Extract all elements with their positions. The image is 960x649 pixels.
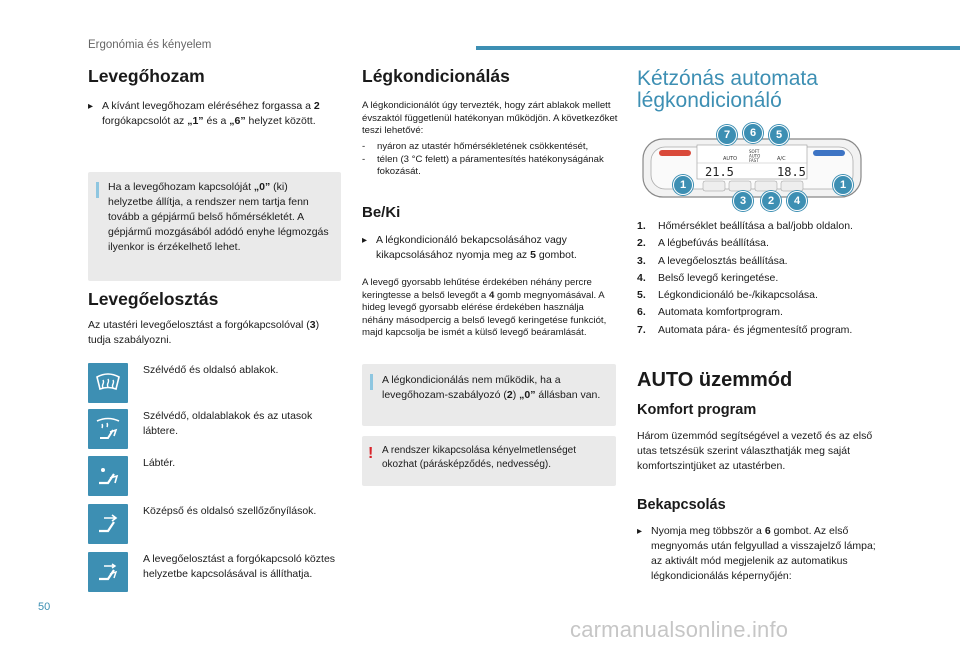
list-item: - nyáron az utastér hőmérsékletének csökkentését, <box>362 141 589 152</box>
onoff-body: A levegő gyorsabb lehűtése érdekében néhány percre keringtesse a belső levegőt a 4 gomb megnyomásával. A hideg levegő gyorsabb elérése érdekében használja néhány másodpercig a belső levegő keringetése funkciót, majd kapcsolja be ismét a külső levegő beáramlását. <box>362 277 607 339</box>
callout-badge: 4 <box>787 191 807 211</box>
callout-badge: 5 <box>769 125 789 145</box>
callout-badge: 7 <box>717 125 737 145</box>
ac-label: A/C <box>777 156 786 162</box>
list-item: - télen (3 °C felett) a páramentesítés hatékonyságának fokozását. <box>362 153 604 178</box>
watermark: carmanualsonline.info <box>570 617 789 642</box>
callout-badge: 2 <box>761 191 781 211</box>
comfort-title: Komfort program <box>637 402 757 418</box>
right-temp-readout: 18.5 <box>777 165 806 179</box>
callout-badge: 3 <box>733 191 753 211</box>
distribution-title: Levegőelosztás <box>88 289 219 309</box>
climate-control-panel <box>637 119 867 215</box>
onoff-step: ▸ A légkondicionáló bekapcsolásához vagy kikapcsolásához nyomja meg az 5 gombot. <box>362 234 577 261</box>
arrow-bullet-icon: ▸ <box>362 235 368 246</box>
ac-warning-note: ! A rendszer kikapcsolása kényelmetlenséget okozhat (párásképződés, nedvesség). <box>362 436 616 486</box>
list-item: 2. A légbefúvás beállítása. <box>637 237 769 250</box>
windscreen-demist-icon <box>88 363 128 403</box>
section-header: Ergonómia és kényelem <box>88 39 212 51</box>
distribution-item: Középső és oldalsó szellőzőnyílások. <box>88 504 341 544</box>
arrow-bullet-icon: ▸ <box>637 526 643 537</box>
legend-list <box>637 218 887 339</box>
ac-list <box>362 141 618 179</box>
intermediate-icon <box>88 552 128 592</box>
distribution-intro: Az utastéri levegőelosztást a forgókapcsolóval (3) tudja szabályozni. <box>88 319 320 346</box>
comfort-body: Három üzemmód segítségével a vezető és az első utas tetszésük szerint választhatják meg saját komfortszintjüket az utastérben. <box>637 430 873 472</box>
warning-icon: ! <box>368 445 374 462</box>
activation-step: ▸ Nyomja meg többször a 6 gombot. Az első megnyomás után felgyullad a visszajelző lámpa; az aktivált mód megjelenik az automatikus légkondicionálás képernyőjén: <box>637 525 876 582</box>
onoff-title: Be/Ki <box>362 204 401 221</box>
distribution-item: Szélvédő és oldalsó ablakok. <box>88 363 341 403</box>
list-item: 7. Automata pára- és jégmentesítő program. <box>637 323 853 336</box>
info-marker <box>370 374 373 390</box>
ac-intro: A légkondicionálót úgy tervezték, hogy zárt ablakok mellett évszaktól függetlenül hatékonyan működjön. A következőket teszi lehetővé: <box>362 100 618 137</box>
ac-title: Légkondicionálás <box>362 66 510 86</box>
header-accent-bar <box>476 46 960 50</box>
airflow-info-note: Ha a levegőhozam kapcsolóját „0” (ki) helyzetbe állítja, a rendszer nem tartja fenn tovább a gépjármű belső hőmérsékletét. A gépjármű mozgásából adódó enyhe légmozgás ilyenkor is érzékelhető lehet. <box>88 172 341 281</box>
feet-icon <box>88 456 128 496</box>
info-marker <box>96 182 99 198</box>
windscreen-feet-icon <box>88 409 128 449</box>
callout-badge: 1 <box>673 175 693 195</box>
auto-mode-title: AUTO üzemmód <box>637 369 793 391</box>
airflow-step: ▸ A kívánt levegőhozam eléréséhez forgassa a 2 forgókapcsolót az „1” és a „6” helyzet között. <box>88 100 320 127</box>
list-item: 3. A levegőelosztás beállítása. <box>637 254 788 267</box>
arrow-bullet-icon: ▸ <box>88 101 94 112</box>
distribution-item: Szélvédő, oldalablakok és az utasok lábtere. <box>88 409 341 449</box>
distribution-item: A levegőelosztást a forgókapcsoló köztes helyzetbe kapcsolásával is állíthatja. <box>88 552 341 592</box>
left-temp-readout: 21.5 <box>705 165 734 179</box>
activation-title: Bekapcsolás <box>637 497 726 513</box>
airflow-title: Levegőhozam <box>88 66 205 86</box>
auto2-label: AUTO <box>749 153 761 159</box>
list-item: 4. Belső levegő keringetése. <box>637 271 779 284</box>
list-item: 6. Automata komfortprogram. <box>637 306 783 319</box>
fast-label: FAST <box>749 158 759 163</box>
list-item: 5. Légkondicionáló be-/kikapcsolása. <box>637 289 818 302</box>
page-number: 50 <box>38 601 51 613</box>
dual-zone-title: Kétzónás automata légkondicionáló <box>637 67 818 112</box>
distribution-item: Lábtér. <box>88 456 341 496</box>
callout-badge: 6 <box>743 123 763 143</box>
soft-label: SOFT <box>749 149 760 154</box>
callout-badge: 1 <box>833 175 853 195</box>
list-item: 1. Hőmérséklet beállítása a bal/jobb oldalon. <box>637 220 853 232</box>
center-vents-icon <box>88 504 128 544</box>
auto-label: AUTO <box>723 156 738 162</box>
ac-info-note: A légkondicionálás nem működik, ha a levegőhozam-szabályozó (2) „0” állásban van. <box>362 364 616 426</box>
